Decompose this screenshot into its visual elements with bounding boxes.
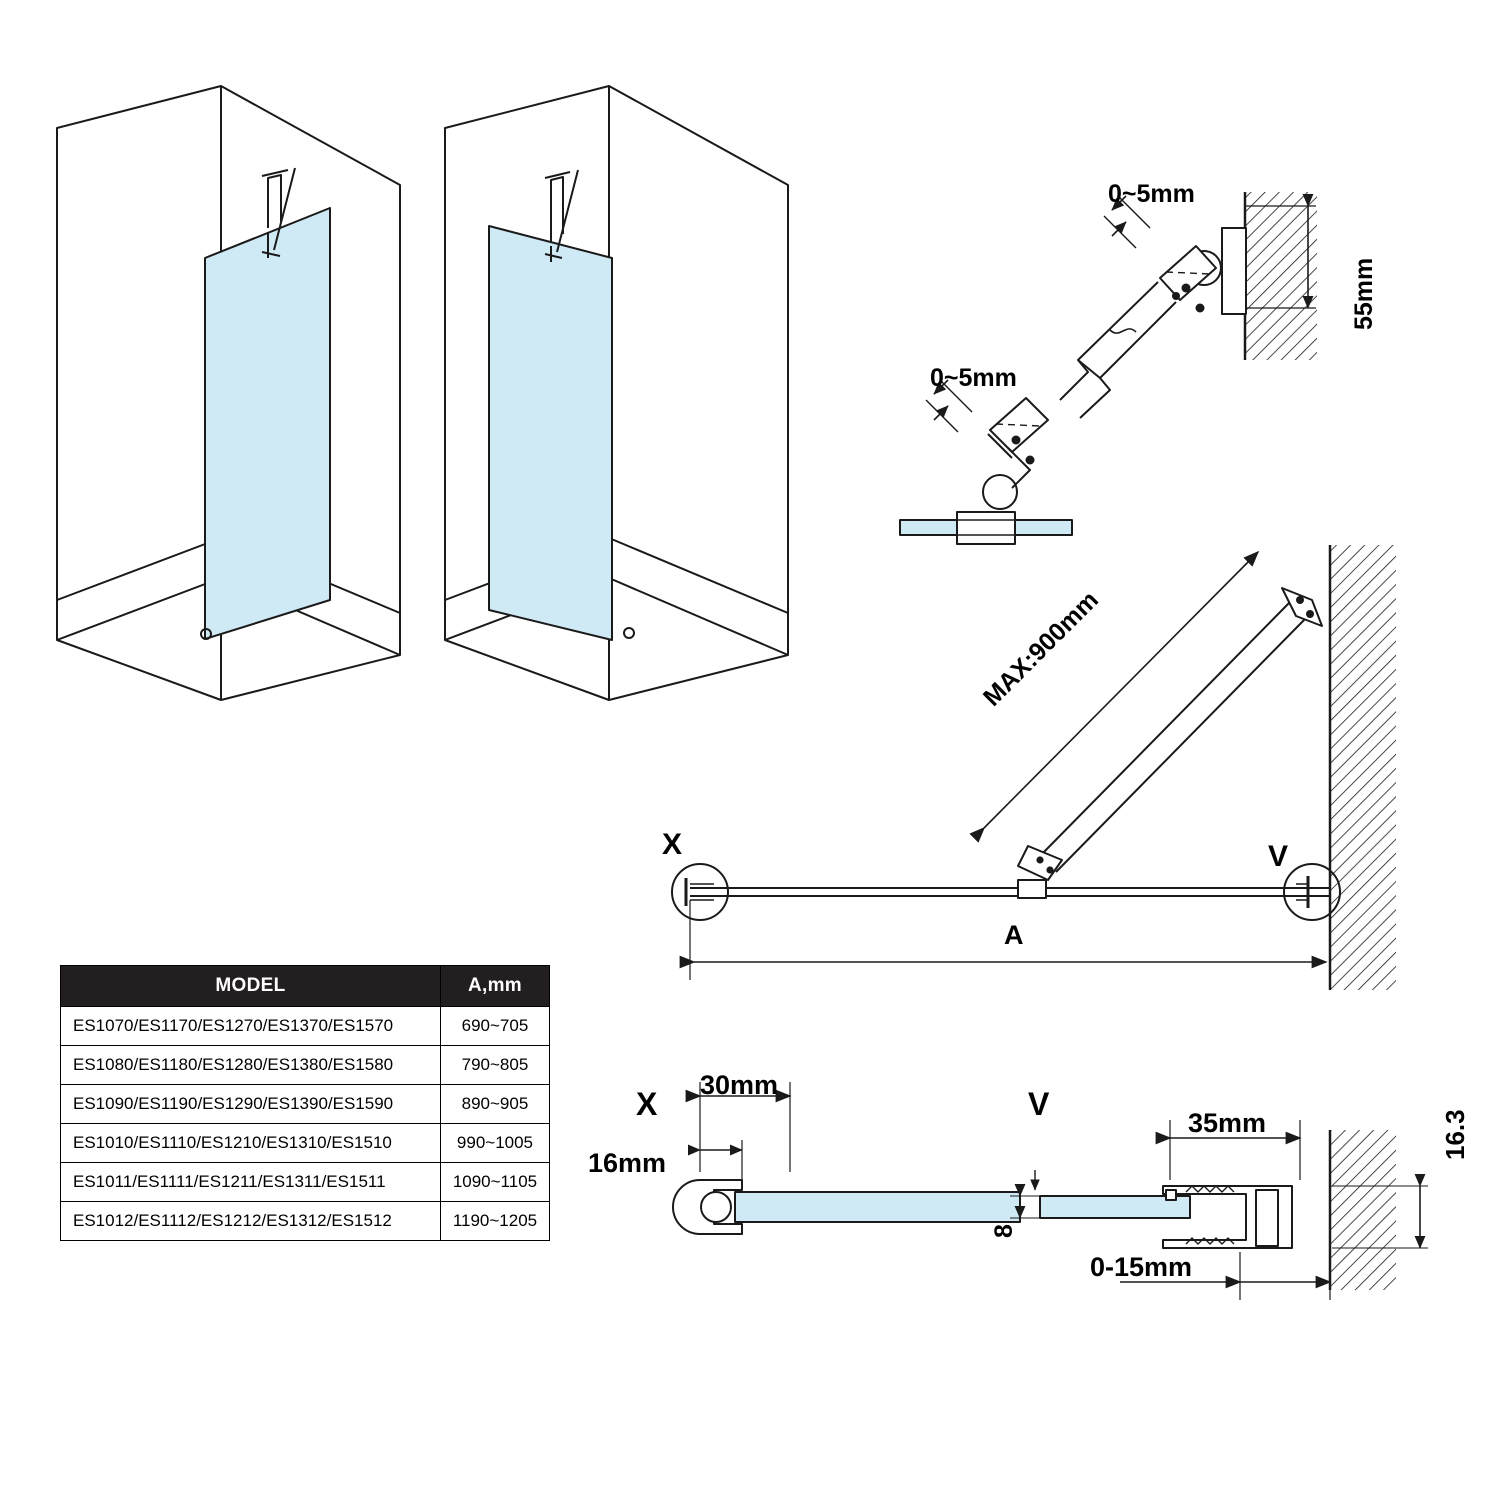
callout-v-plan: V [1268,840,1289,873]
table-header-row [61,966,550,1007]
label-gap-lower: 0~5mm [930,364,1017,392]
callout-x-section: X [636,1086,658,1122]
label-profile-30mm: 30mm [700,1070,779,1100]
cell-model: ES1011/ES1111/ES1211/ES1311/ES1511 [61,1163,441,1202]
label-profile-16-3: 16.3 [1440,1109,1470,1160]
walk-in-panel-left-hand-isometric [57,86,400,700]
cell-model: ES1010/ES1110/ES1210/ES1310/ES1510 [61,1124,441,1163]
cell-model: ES1080/ES1180/ES1280/ES1380/ES1580 [61,1046,441,1085]
cell-dimension-a: 890~905 [440,1085,549,1124]
label-bar-max-length: MAX:900mm [978,585,1104,712]
cell-dimension-a: 990~1005 [440,1124,549,1163]
label-gap-top: 0~5mm [1108,180,1195,208]
table-row [61,1124,550,1163]
table-row [61,1007,550,1046]
table-row [61,1163,550,1202]
label-glass-thickness-8: 8 [990,1224,1018,1238]
cell-dimension-a: 790~805 [440,1046,549,1085]
wall-profile-section-v [1010,1120,1428,1300]
label-profile-16mm: 16mm [588,1148,667,1178]
cell-model: ES1012/ES1112/ES1212/ES1312/ES1512 [61,1202,441,1241]
cell-model: ES1070/ES1170/ES1270/ES1370/ES1570 [61,1007,441,1046]
label-profile-adjust-range: 0-15mm [1090,1252,1193,1282]
table-row [61,1085,550,1124]
callout-x-plan: X [662,828,683,861]
table-row [61,1202,550,1241]
table-row [61,1046,550,1085]
model-dimension-table [60,965,550,1241]
cell-dimension-a: 1090~1105 [440,1163,549,1202]
cell-dimension-a: 690~705 [440,1007,549,1046]
walk-in-panel-right-hand-isometric [445,86,788,700]
table-header-a: A,mm [440,966,549,1007]
label-wall-plate-height: 55mm [1350,257,1378,330]
callout-v-section: V [1028,1086,1050,1122]
cell-model: ES1090/ES1190/ES1290/ES1390/ES1590 [61,1085,441,1124]
glass-edge-profile-section-x [673,1082,1020,1234]
label-profile-35mm: 35mm [1188,1108,1267,1138]
support-bar-plan-view-detail [672,545,1396,990]
label-dim-a: A [1004,920,1024,950]
table-header-model: MODEL [61,966,441,1007]
cell-dimension-a: 1190~1205 [440,1202,549,1241]
